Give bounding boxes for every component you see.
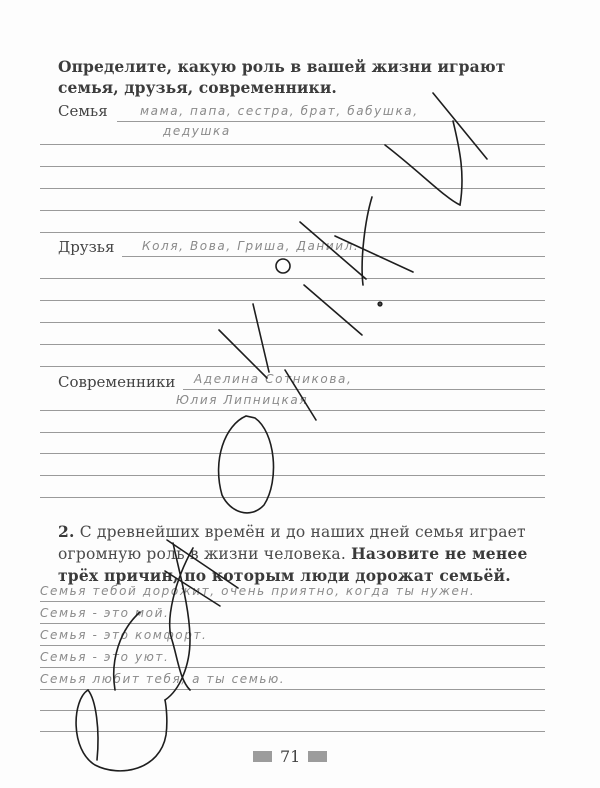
answer-line xyxy=(40,144,545,145)
answer-family-2: дедушка xyxy=(163,124,231,138)
page-footer xyxy=(253,746,327,766)
answer-line xyxy=(40,278,545,279)
footer-decoration-right xyxy=(308,751,327,762)
answer-line xyxy=(40,210,545,211)
answer-line xyxy=(40,623,545,624)
task-2-question: Назовите не менее трёх причин, по которым люди дорожат семьёй. xyxy=(58,544,528,585)
answer-line xyxy=(40,344,545,345)
label-contemporaries: Современники xyxy=(58,373,176,391)
answer-line xyxy=(40,432,545,433)
answer-line xyxy=(40,710,545,711)
answer-contemporaries-2: Юлия Липницкая xyxy=(176,393,309,407)
answer-line xyxy=(40,410,545,411)
answer-line xyxy=(40,497,545,498)
footer-decoration-left xyxy=(253,751,272,762)
task-2-text: С древнейших времён и до наших дней семья играет огромную роль в жизни человека. xyxy=(58,523,526,563)
answer-line xyxy=(40,731,545,732)
label-family: Семья xyxy=(58,102,108,120)
answer-line xyxy=(40,475,545,476)
answer-reason-3: Семья - это комфорт. xyxy=(40,628,208,642)
answer-family-1: мама, папа, сестра, брат, бабушка, xyxy=(140,104,419,118)
answer-line xyxy=(40,232,545,233)
answer-line xyxy=(117,121,545,122)
answer-line xyxy=(40,322,545,323)
answer-line xyxy=(40,166,545,167)
answer-reason-4: Семья - это уют. xyxy=(40,650,170,664)
answer-line xyxy=(40,366,545,367)
answer-reason-2: Семья - это мой. xyxy=(40,606,170,620)
task-1-title: Определите, какую роль в вашей жизни играют семья, друзья, современники. xyxy=(58,57,506,97)
label-friends: Друзья xyxy=(58,238,115,256)
answer-line xyxy=(40,601,545,602)
answer-line xyxy=(40,689,545,690)
answer-line xyxy=(40,645,545,646)
answer-contemporaries-1: Аделина Сотникова, xyxy=(194,372,353,386)
answer-line xyxy=(40,188,545,189)
answer-line xyxy=(122,256,545,257)
task-2-prompt xyxy=(58,521,563,587)
answer-reason-1: Семья тебой дорожит, очень приятно, когда ты нужен. xyxy=(40,584,476,598)
answer-line xyxy=(40,667,545,668)
task-2-number: 2. xyxy=(58,522,75,541)
answer-line xyxy=(40,453,545,454)
page-number: 71 xyxy=(280,746,301,766)
answer-friends-1: Коля, Вова, Гриша, Даниил. xyxy=(142,239,360,253)
answer-line xyxy=(183,389,545,390)
answer-reason-5: Семья любит тебя, а ты семью. xyxy=(40,672,286,686)
answer-line xyxy=(40,300,545,301)
